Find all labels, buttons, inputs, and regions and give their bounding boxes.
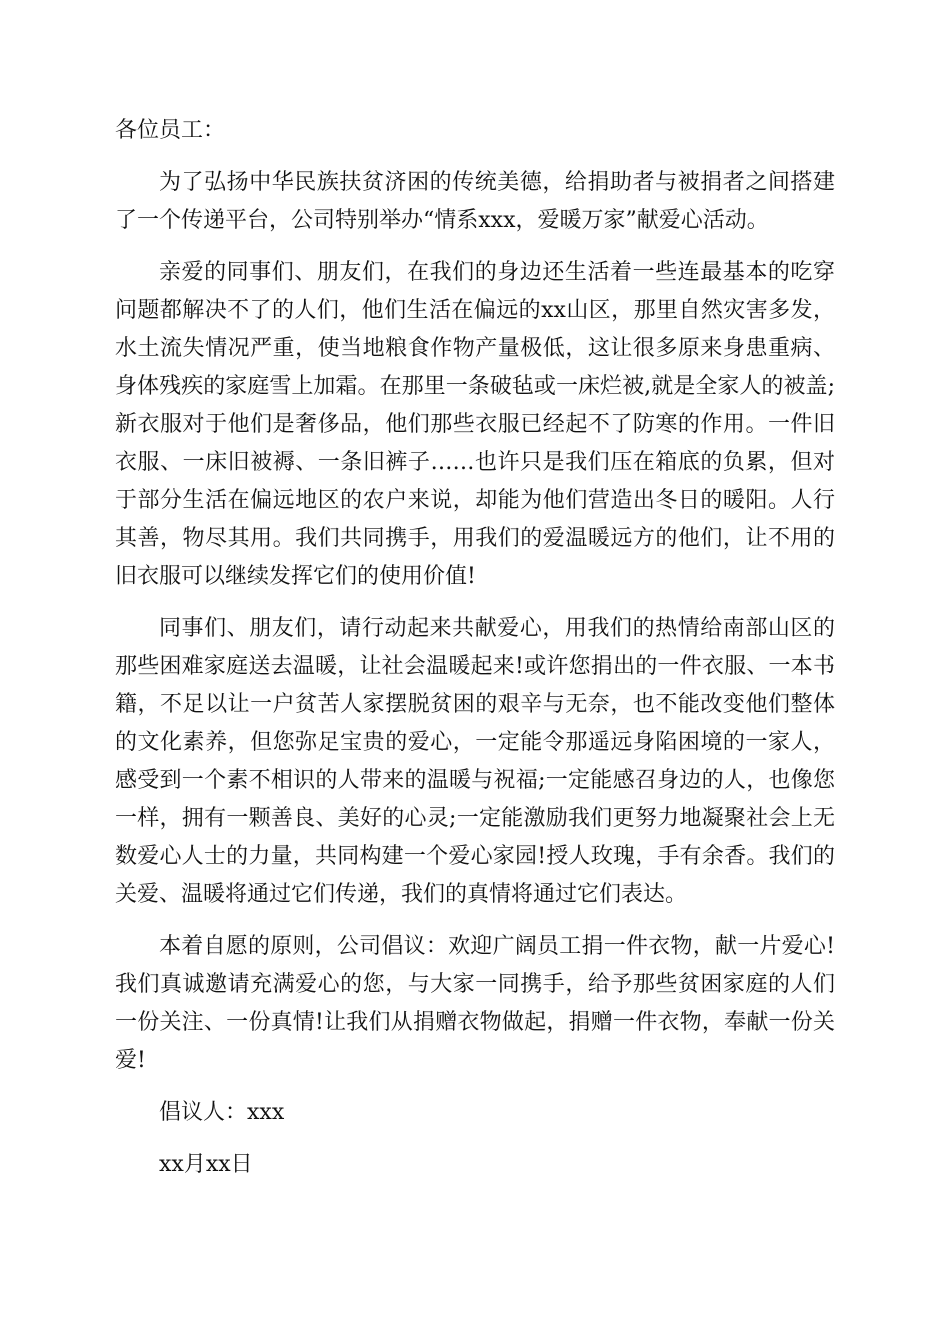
paragraph-proposal: 本着自愿的原则，公司倡议：欢迎广阔员工捐一件衣物，献一片爱心!我们真诚邀请充满爱心的您，与大家一同携手，给予那些贫困家庭的人们一份关注、一份真情!让我们从捐赠衣物做起，捐赠一件衣物，奉献一份关爱! [115, 934, 835, 1073]
signature: 倡议人：xxx [159, 1100, 285, 1125]
salutation: 各位员工： [115, 118, 226, 143]
letter-page [115, 112, 835, 1198]
date: xx月xx日 [159, 1152, 253, 1177]
paragraph-situation: 亲爱的同事们、朋友们，在我们的身边还生活着一些连最基本的吃穿问题都解决不了的人们，他们生活在偏远的xx山区，那里自然灾害多发，水土流失情况严重，使当地粮食作物产量极低，这让很多原来身患重病、身体残疾的家庭雪上加霜。在那里一条破毡或一床烂被,就是全家人的被盖;新衣服对于他们是奢侈品，他们那些衣服已经起不了防寒的作用。一件旧衣服、一床旧被褥、一条旧裤子……也许只是我们压在箱底的负累，但对于部分生活在偏远地区的农户来说，却能为他们营造出冬日的暖阳。人行其善，物尽其用。我们共同携手，用我们的爱温暖远方的他们，让不用的旧衣服可以继续发挥它们的使用价值! [115, 260, 835, 589]
paragraph-intro: 为了弘扬中华民族扶贫济困的传统美德，给捐助者与被捐者之间搭建了一个传递平台，公司特别举办“情系xxx，爱暖万家”献爱心活动。 [115, 170, 835, 233]
paragraph-appeal: 同事们、朋友们，请行动起来共献爱心，用我们的热情给南部山区的那些困难家庭送去温暖，让社会温暖起来!或许您捐出的一件衣服、一本书籍，不足以让一户贫苦人家摆脱贫困的艰辛与无奈，也不能改变他们整体的文化素养，但您弥足宝贵的爱心，一定能令那遥远身陷困境的一家人，感受到一个素不相识的人带来的温暖与祝福;一定能感召身边的人，也像您一样，拥有一颗善良、美好的心灵;一定能激励我们更努力地凝聚社会上无数爱心人士的力量，共同构建一个爱心家园!授人玫瑰，手有余香。我们的关爱、温暖将通过它们传递，我们的真情将通过它们表达。 [115, 616, 835, 907]
